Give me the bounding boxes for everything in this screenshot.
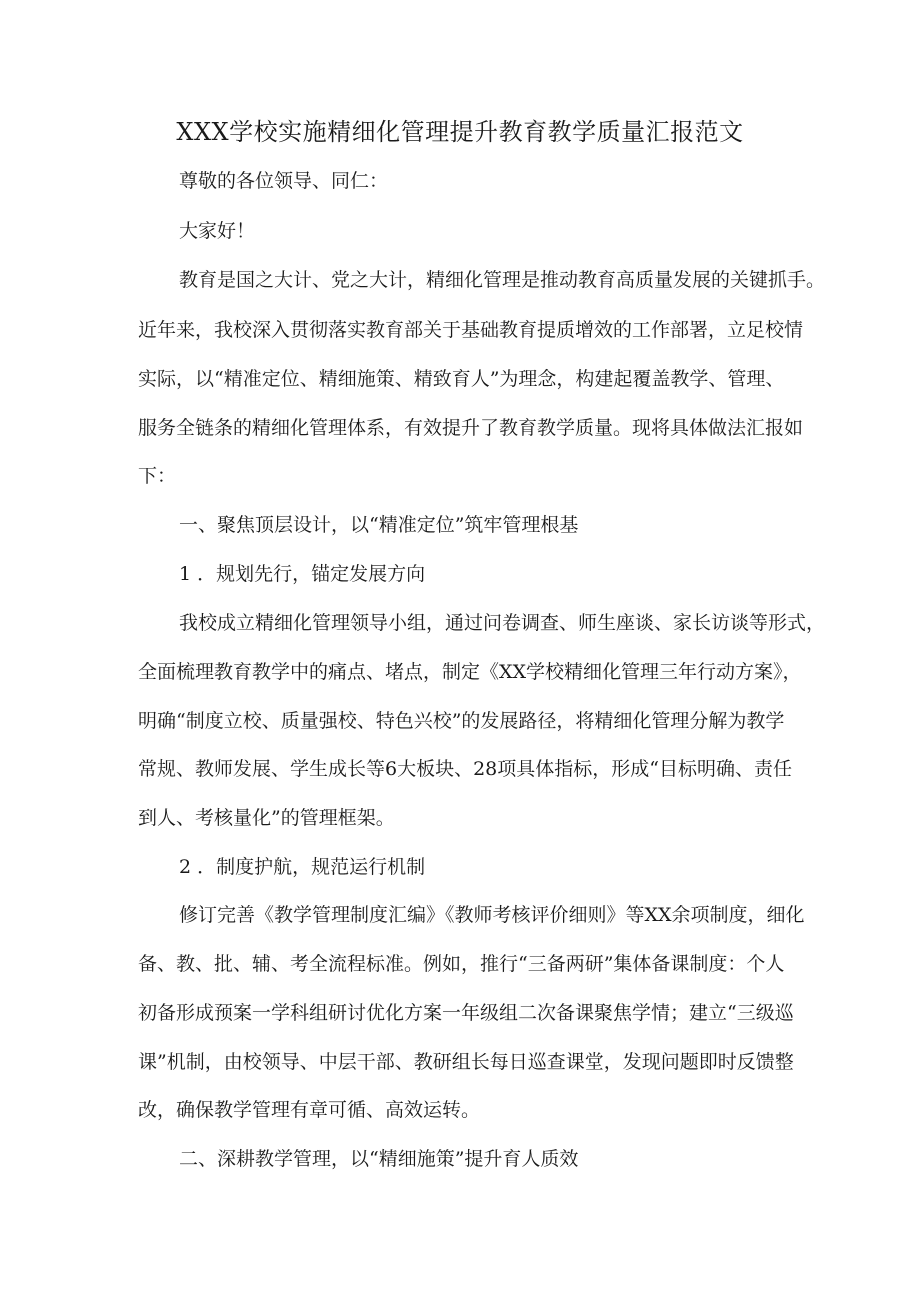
item-heading: 2 ．制度护航，规范运行机制 [179,856,426,878]
item-heading: 1 ．规划先行，锚定发展方向 [179,563,426,585]
paragraph-line: 备、教、批、辅、考全流程标准。例如，推行“三备两研”集体备课制度：个人 [138,953,785,975]
paragraph-line: 下： [138,465,177,487]
paragraph-line: 初备形成预案一学科组研讨优化方案一年级组二次备课聚焦学情；建立“三级巡 [138,1002,794,1024]
paragraph-line: 到人、考核量化”的管理框架。 [138,807,395,829]
paragraph-line: 课”机制，由校领导、中层干部、教研组长每日巡查课堂，发现问题即时反馈整 [138,1051,794,1073]
section-heading: 二、深耕教学管理，以“精细施策”提升育人质效 [179,1148,579,1170]
paragraph-line: 教育是国之大计、党之大计，精细化管理是推动教育高质量发展的关键抓手。 [179,269,826,291]
paragraph-line: 改，确保教学管理有章可循、高效运转。 [138,1099,481,1121]
hello: 大家好！ [179,220,256,242]
paragraph-line: 实际，以“精准定位、精细施策、精致育人”为理念，构建起覆盖教学、管理、 [138,368,785,390]
paragraph-line: 服务全链条的精细化管理体系，有效提升了教育教学质量。现将具体做法汇报如 [138,417,804,439]
paragraph-line: 常规、教师发展、学生成长等6大板块、28项具体指标，形成“目标明确、责任 [138,758,792,780]
paragraph-line: 我校成立精细化管理领导小组，通过问卷调查、师生座谈、家长访谈等形式， [179,612,826,634]
document-title: XXX学校实施精细化管理提升教育教学质量汇报范文 [176,118,744,146]
greeting: 尊敬的各位领导、同仁： [179,170,389,192]
paragraph-line: 全面梳理教育教学中的痛点、堵点，制定《XX学校精细化管理三年行动方案》， [138,661,802,683]
paragraph-line: 修订完善《教学管理制度汇编》《教师考核评价细则》等XX余项制度，细化 [179,904,805,926]
paragraph-line: 明确“制度立校、质量强校、特色兴校”的发展路径，将精细化管理分解为教学 [138,710,785,732]
paragraph-line: 近年来，我校深入贯彻落实教育部关于基础教育提质增效的工作部署，立足校情 [138,319,804,341]
section-heading: 一、聚焦顶层设计，以“精准定位”筑牢管理根基 [179,514,579,536]
